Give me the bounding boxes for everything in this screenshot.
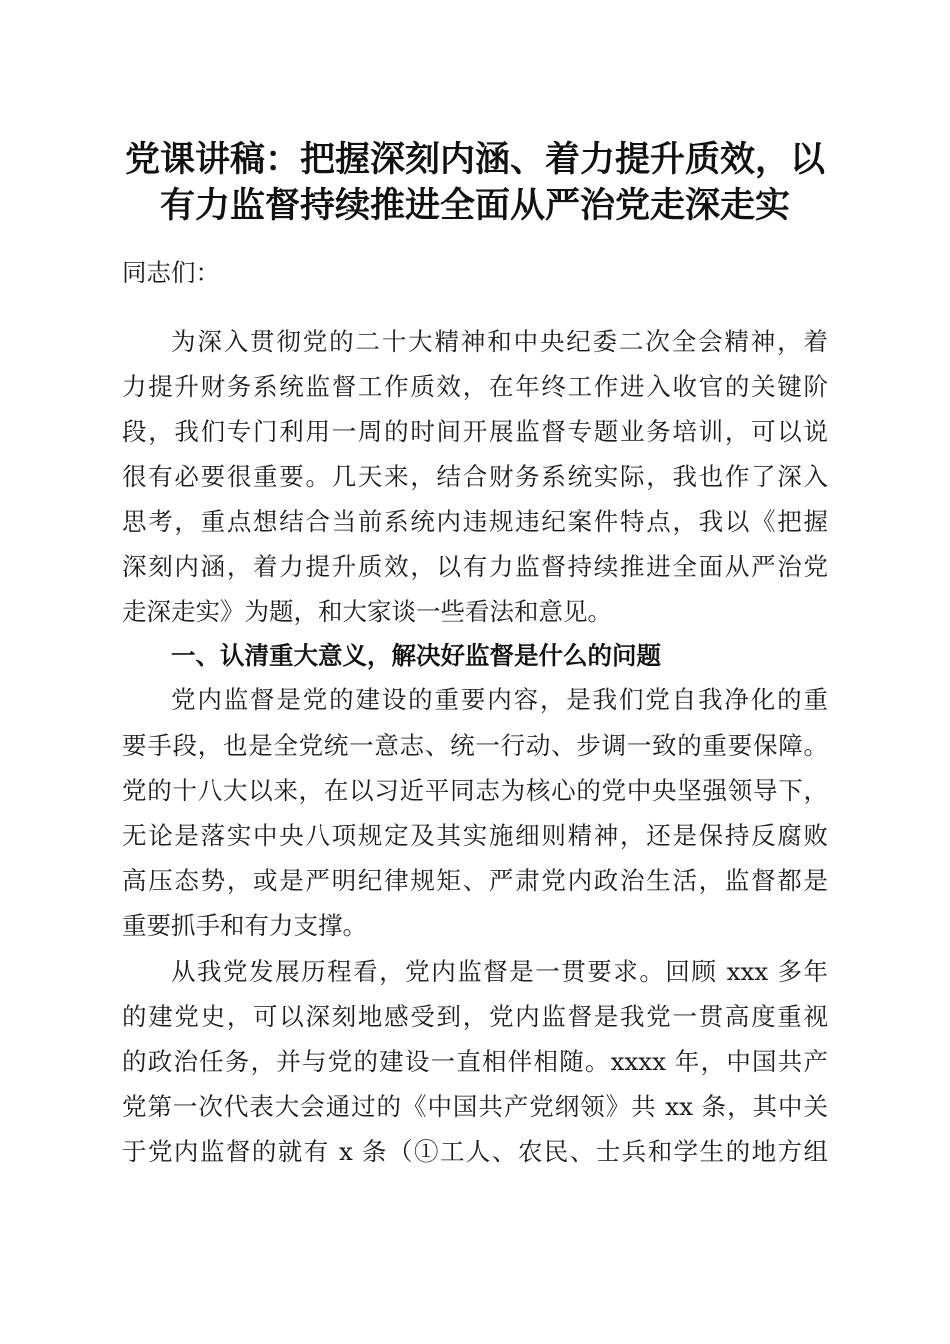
paragraph-2-line: 无论是落实中央八项规定及其实施细则精神，还是保持反腐败 [122, 821, 828, 850]
paragraph-1-line: 为深入贯彻党的二十大精神和中央纪委二次全会精神，着 [171, 327, 828, 356]
section-heading-1: 一、认清重大意义，解决好监督是什么的问题 [171, 641, 661, 670]
paragraph-2-line: 高压态势，或是严明纪律规矩、严肃党内政治生活，监督都是 [122, 866, 828, 895]
paragraph-1-line: 思考，重点想结合当前系统内违规违纪案件特点，我以《把握 [122, 507, 828, 536]
paragraph-2-line: 要手段，也是全党统一意志、统一行动、步调一致的重要保障。 [122, 731, 828, 760]
paragraph-2-line: 党的十八大以来，在以习近平同志为核心的党中央坚强领导下， [122, 776, 828, 805]
salutation: 同志们： [122, 258, 220, 287]
paragraph-3-line: 的政治任务，并与党的建设一直相伴相随。xxxx 年，中国共产 [122, 1047, 828, 1076]
paragraph-3-line: 于党内监督的就有 x 条（①工人、农民、士兵和学生的地方组 [122, 1137, 828, 1166]
paragraph-1-line: 走深走实》为题，和大家谈一些看法和意见。 [122, 597, 612, 626]
paragraph-3-line: 党第一次代表大会通过的《中国共产党纲领》共 xx 条，其中关 [122, 1092, 828, 1121]
paragraph-1-line: 深刻内涵，着力提升质效，以有力监督持续推进全面从严治党 [122, 552, 828, 581]
paragraph-1-line: 力提升财务系统监督工作质效，在年终工作进入收官的关键阶 [122, 372, 828, 401]
paragraph-3-line: 从我党发展历程看，党内监督是一贯要求。回顾 xxx 多年 [171, 957, 828, 986]
paragraph-1-line: 很有必要很重要。几天来，结合财务系统实际，我也作了深入 [122, 462, 828, 491]
paragraph-1-line: 段，我们专门利用一周的时间开展监督专题业务培训，可以说 [122, 417, 828, 446]
paragraph-3-line: 的建党史，可以深刻地感受到，党内监督是我党一贯高度重视 [122, 1002, 828, 1031]
paragraph-2-line: 重要抓手和有力支撑。 [122, 911, 367, 940]
paragraph-2-line: 党内监督是党的建设的重要内容，是我们党自我净化的重 [171, 685, 828, 714]
document-title-line-2: 有力监督持续推进全面从严治党走深走实 [159, 186, 790, 226]
document-title-line-1: 党课讲稿：把握深刻内涵、着力提升质效，以 [124, 140, 825, 180]
